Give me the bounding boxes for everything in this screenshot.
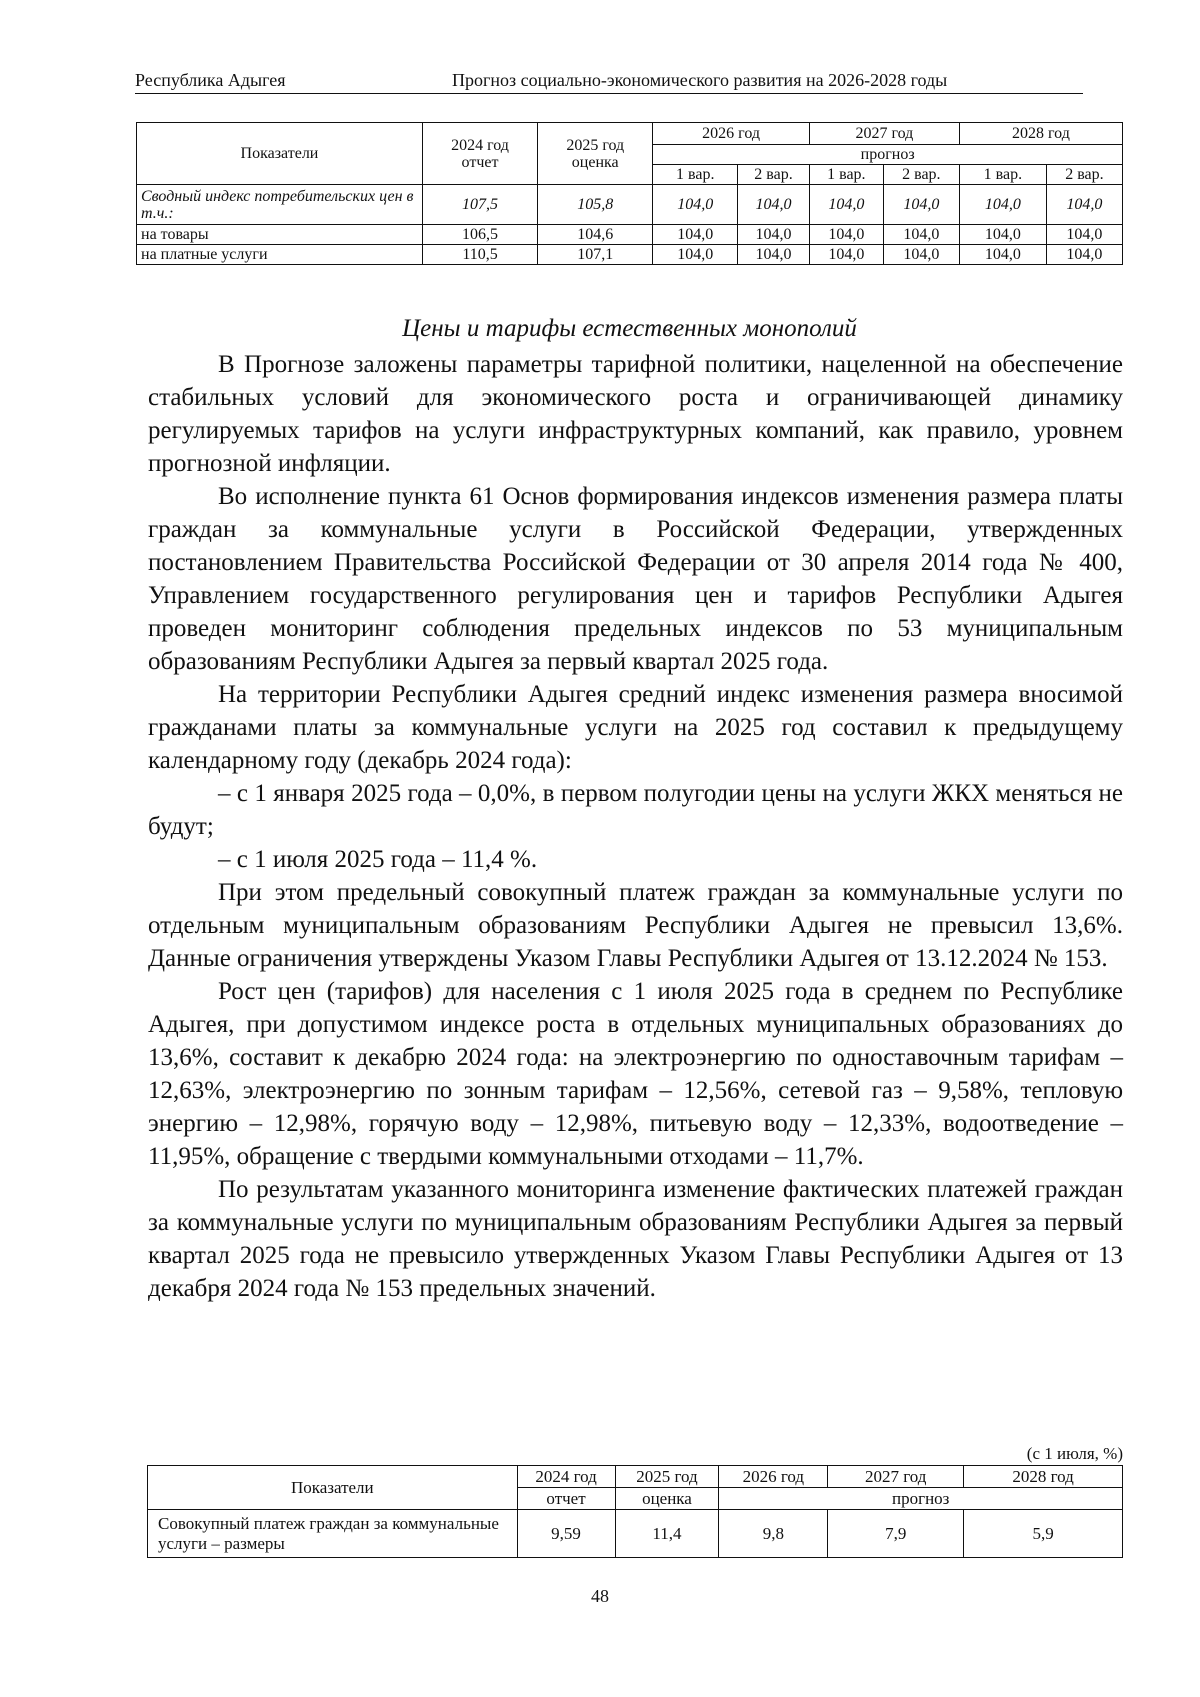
paragraph: При этом предельный совокупный платеж граждан за коммунальные услуги по отдельным муниципальным образованиям Республики Адыгея не превысил 13,6%. Данные ограничения утверждены Указом Главы Республики Адыгея от 13.12.2024 № 153. [148, 879, 1123, 972]
cpi-cell: 104,6 [538, 225, 653, 245]
cpi-cell: 104,0 [653, 225, 738, 245]
cpi-header-forecast: прогноз [653, 145, 1123, 165]
cpi-cell: 104,0 [1046, 185, 1122, 225]
payment-cell: 9,59 [517, 1510, 615, 1558]
cpi-cell: 104,0 [738, 185, 810, 225]
payment-header-2024: 2024 год [517, 1466, 615, 1488]
utility-payment-table [147, 1465, 1123, 1558]
payment-header-2027: 2027 год [828, 1466, 964, 1488]
cpi-cell: 104,0 [883, 185, 959, 225]
payment-header-indicator: Показатели [148, 1466, 518, 1510]
paragraph: – с 1 января 2025 года – 0,0%, в первом полугодии цены на услуги ЖКХ меняться не будут; [148, 780, 1123, 840]
cpi-header-indicator: Показатели [137, 123, 423, 185]
cpi-cell: 104,0 [653, 245, 738, 265]
cpi-cell: 104,0 [959, 185, 1046, 225]
cpi-header-2027: 2027 год [809, 123, 959, 145]
cpi-cell: 104,0 [883, 245, 959, 265]
payment-header-2028: 2028 год [964, 1466, 1123, 1488]
payment-header-2024-sub: отчет [517, 1488, 615, 1510]
cpi-var1-2027: 1 вар. [809, 165, 883, 185]
cpi-header-2028: 2028 год [959, 123, 1122, 145]
cpi-header-2026: 2026 год [653, 123, 810, 145]
cpi-cell: 105,8 [538, 185, 653, 225]
cpi-cell: 104,0 [809, 185, 883, 225]
cpi-table [136, 122, 1123, 265]
paragraph: На территории Республики Адыгея средний индекс изменения размера вносимой гражданами платы за коммунальные услуги на 2025 год составил к предыдущему календарному году (декабрь 2024 года): [148, 681, 1123, 774]
cpi-cell: 104,0 [1046, 245, 1122, 265]
payment-cell: 9,8 [719, 1510, 828, 1558]
cpi-cell: 110,5 [422, 245, 537, 265]
cpi-cell: 107,5 [422, 185, 537, 225]
payment-header-2025-sub: оценка [615, 1488, 719, 1510]
payment-cell: 11,4 [615, 1510, 719, 1558]
payment-header-2025: 2025 год [615, 1466, 719, 1488]
header-title: Прогноз социально-экономического развития на 2026-2028 годы [452, 70, 948, 90]
payment-row-name: Совокупный платеж граждан за коммунальные услуги – размеры [148, 1510, 518, 1558]
cpi-var1-2026: 1 вар. [653, 165, 738, 185]
table-unit-note: (с 1 июля, %) [1026, 1444, 1123, 1463]
cpi-cell: 104,0 [959, 245, 1046, 265]
section-heading: Цены и тарифы естественных монополий [402, 315, 857, 342]
cpi-row-name: на платные услуги [137, 245, 423, 265]
payment-header-forecast: прогноз [719, 1488, 1123, 1510]
body-text [148, 348, 1123, 1305]
page-number: 48 [591, 1586, 609, 1606]
table-row [137, 245, 1123, 265]
running-header [135, 68, 1083, 94]
paragraph: Рост цен (тарифов) для населения с 1 июля 2025 года в среднем по Республике Адыгея, при допустимом индексе роста в отдельных муниципальных образованиях до 13,6%, составит к декабрю 2024 года: на электроэнергию по одноставочным тарифам – 12,63%, электроэнергию по зонным тарифам – 12,56%, сетевой газ – 9,58%, тепловую энергию – 12,98%, горячую воду – 12,98%, питьевую воду – 12,33%, водоотведение – 11,95%, обращение с твердыми коммунальными отходами – 11,7%. [148, 978, 1123, 1170]
cpi-cell: 104,0 [653, 185, 738, 225]
cpi-cell: 104,0 [1046, 225, 1122, 245]
table-row [137, 185, 1123, 225]
cpi-var2-2027: 2 вар. [883, 165, 959, 185]
cpi-cell: 104,0 [959, 225, 1046, 245]
paragraph: В Прогнозе заложены параметры тарифной политики, нацеленной на обеспечение стабильных условий для экономического роста и ограничивающей динамику регулируемых тарифов на услуги инфраструктурных компаний, как правило, уровнем прогнозной инфляции. [148, 351, 1123, 477]
payment-cell: 7,9 [828, 1510, 964, 1558]
paragraph: Во исполнение пункта 61 Основ формирования индексов изменения размера платы граждан за коммунальные услуги в Российской Федерации, утвержденных постановлением Правительства Российской Федерации от 30 апреля 2014 года № 400, Управлением государственного регулирования цен и тарифов Республики Адыгея проведен мониторинг соблюдения предельных индексов по 53 муниципальным образованиям Республики Адыгея за первый квартал 2025 года. [148, 483, 1123, 675]
cpi-cell: 104,0 [738, 245, 810, 265]
payment-header-2026: 2026 год [719, 1466, 828, 1488]
table-row [148, 1510, 1123, 1558]
paragraph: По результатам указанного мониторинга изменение фактических платежей граждан за коммунальные услуги по муниципальным образованиям Республики Адыгея за первый квартал 2025 года не превысило утвержденных Указом Главы Республики Адыгея от 13 декабря 2024 года № 153 предельных значений. [148, 1176, 1123, 1302]
cpi-cell: 106,5 [422, 225, 537, 245]
cpi-row-name: на товары [137, 225, 423, 245]
cpi-var2-2026: 2 вар. [738, 165, 810, 185]
cpi-var2-2028: 2 вар. [1046, 165, 1122, 185]
cpi-cell: 104,0 [809, 245, 883, 265]
cpi-row-name: Сводный индекс потребительских цен в т.ч.: [137, 185, 423, 225]
header-region: Республика Адыгея [135, 70, 286, 90]
cpi-cell: 104,0 [738, 225, 810, 245]
cpi-header-2025: 2025 год оценка [538, 123, 653, 185]
cpi-cell: 107,1 [538, 245, 653, 265]
table-row [137, 225, 1123, 245]
cpi-cell: 104,0 [883, 225, 959, 245]
payment-cell: 5,9 [964, 1510, 1123, 1558]
cpi-var1-2028: 1 вар. [959, 165, 1046, 185]
cpi-header-2024: 2024 год отчет [422, 123, 537, 185]
paragraph: – с 1 июля 2025 года – 11,4 %. [218, 846, 538, 873]
cpi-cell: 104,0 [809, 225, 883, 245]
